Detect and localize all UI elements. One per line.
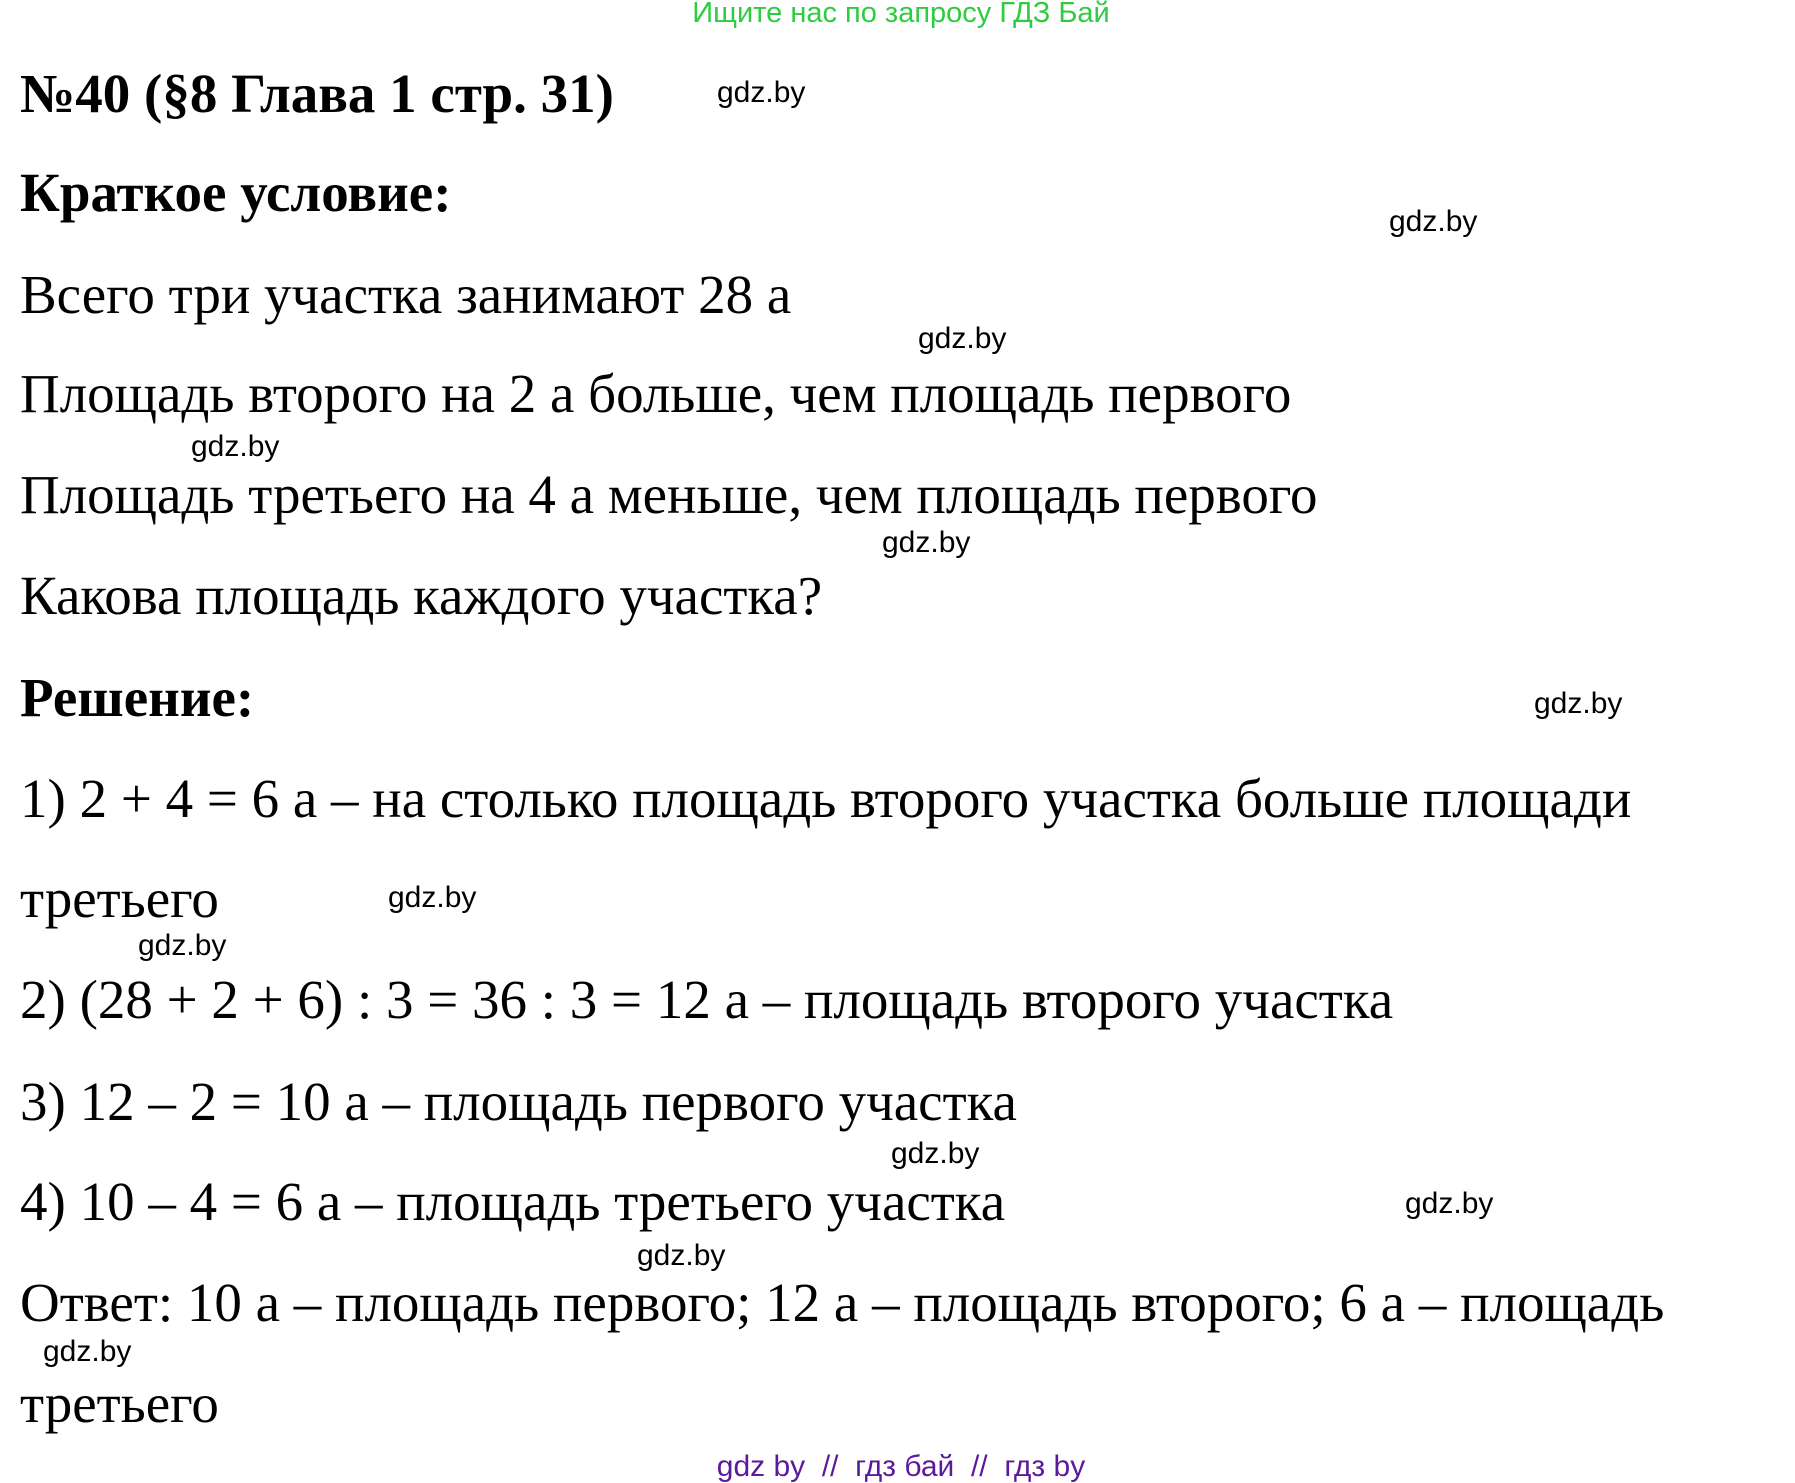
watermark: gdz.by (43, 1335, 132, 1368)
search-banner: Ищите нас по запросу ГДЗ Бай (692, 0, 1110, 29)
watermark: gdz.by (637, 1239, 726, 1272)
watermark: gdz.by (1405, 1187, 1494, 1220)
watermark: gdz.by (882, 526, 971, 559)
answer: Ответ: 10 а – площадь первого; 12 а – площадь второго; 6 а – площадь (20, 1272, 1665, 1333)
solution-step-1-cont: третьего (20, 868, 219, 929)
footer-links: gdz by // гдз бай // гдз by (716, 1450, 1086, 1483)
condition-question: Какова площадь каждого участка? (20, 565, 823, 626)
solution-heading: Решение: (20, 667, 255, 728)
condition-line: Площадь второго на 2 а больше, чем площадь первого (20, 363, 1292, 424)
watermark: gdz.by (138, 929, 227, 962)
watermark: gdz.by (1534, 687, 1623, 720)
answer-cont: третьего (20, 1373, 219, 1434)
watermark: gdz.by (918, 322, 1007, 355)
solution-step-3: 3) 12 – 2 = 10 а – площадь первого участка (20, 1071, 1017, 1132)
watermark: gdz.by (191, 430, 280, 463)
condition-line: Всего три участка занимают 28 а (20, 264, 792, 325)
condition-line: Площадь третьего на 4 а меньше, чем площадь первого (20, 464, 1318, 525)
watermark: gdz.by (388, 881, 477, 914)
condition-heading: Краткое условие: (20, 162, 452, 223)
solution-step-2: 2) (28 + 2 + 6) : 3 = 36 : 3 = 12 а – площадь второго участка (20, 969, 1394, 1030)
watermark: gdz.by (1389, 205, 1478, 238)
solution-step-1: 1) 2 + 4 = 6 а – на столько площадь второго участка больше площади (20, 768, 1632, 829)
page-title: №40 (§8 Глава 1 стр. 31) (20, 63, 614, 124)
watermark: gdz.by (717, 76, 806, 109)
watermark: gdz.by (891, 1137, 980, 1170)
solution-step-4: 4) 10 – 4 = 6 а – площадь третьего участка (20, 1171, 1006, 1232)
